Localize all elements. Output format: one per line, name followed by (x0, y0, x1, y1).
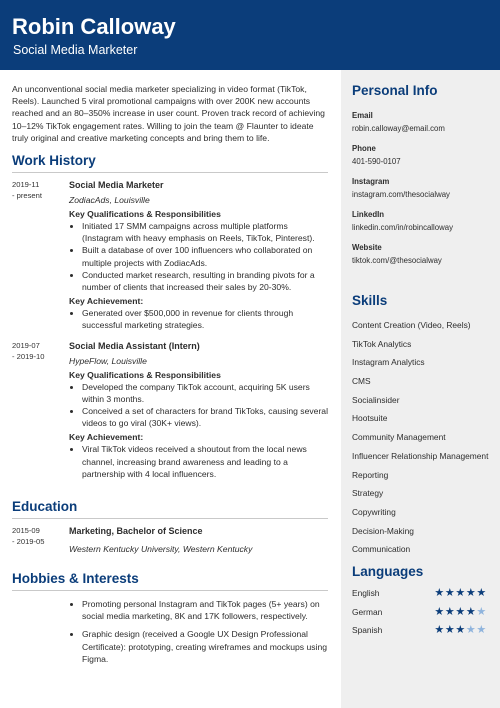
email-value[interactable]: robin.calloway@email.com (352, 124, 445, 133)
candidate-name: Robin Calloway (12, 14, 176, 39)
info-label: LinkedIn (352, 210, 385, 219)
skill-item: Instagram Analytics (352, 357, 425, 368)
skill-item: Influencer Relationship Management (352, 450, 489, 461)
star-icon: ★ (465, 624, 476, 637)
list-item: • Built a database of over 100 influencers who collaborated on multiple projects with ZodiacAds. (82, 244, 328, 268)
star-icon: ★ (444, 624, 455, 637)
achievement-heading: Key Achievement: (69, 432, 144, 443)
hobbies-heading: Hobbies & Interests (12, 571, 139, 587)
star-icon: ★ (444, 587, 455, 600)
job-entry (12, 179, 328, 332)
section-divider (12, 590, 328, 591)
star-icon: ★ (476, 587, 487, 600)
job-role: Social Media Assistant (Intern) (69, 340, 200, 351)
job-role: Social Media Marketer (69, 180, 164, 191)
qualifications-heading: Key Qualifications & Responsibilities (69, 369, 221, 380)
language-name: English (352, 588, 380, 599)
job-dates (12, 179, 64, 201)
language-row (352, 607, 492, 618)
info-instagram (352, 177, 492, 200)
info-label: Instagram (352, 177, 390, 186)
phone-value[interactable]: 401-590-0107 (352, 157, 401, 166)
job-dates (12, 340, 64, 362)
date-start: 2015-09 (12, 526, 40, 536)
language-row (352, 625, 492, 636)
info-label: Email (352, 111, 373, 120)
star-icon: ★ (455, 605, 466, 618)
star-icon: ★ (434, 624, 445, 637)
professional-summary: An unconventional social media marketer specializing in video format (TikTok, Reels). Launched 5 viral promotional campaigns with over 200K new accounts reached and an 80–350% increase in user count. Proven track record of achieving 10–12% TikTok engagement rates. Willing to join the team @ Flaunter to ideate truly original and creative marketing concepts and bring them to life. (12, 84, 325, 143)
info-label: Phone (352, 144, 376, 153)
achievements-list (69, 307, 328, 331)
job-company: HypeFlow, Louisville (69, 355, 147, 366)
skill-item: Hootsuite (352, 413, 388, 424)
instagram-link[interactable]: instagram.com/thesocialway (352, 190, 450, 199)
languages-heading: Languages (352, 564, 424, 580)
skill-item: Copywriting (352, 506, 396, 517)
language-name: German (352, 606, 383, 617)
info-linkedin (352, 210, 492, 233)
linkedin-link[interactable]: linkedin.com/in/robincalloway (352, 223, 453, 232)
info-email (352, 111, 492, 134)
candidate-title: Social Media Marketer (13, 43, 138, 57)
hobbies-list (69, 598, 328, 665)
star-icon: ★ (444, 605, 455, 618)
skill-item: TikTok Analytics (352, 338, 412, 349)
date-start: 2019-07 (12, 340, 40, 350)
achievement-heading: Key Achievement: (69, 296, 144, 307)
language-name: Spanish (352, 625, 383, 636)
sidebar (341, 70, 500, 708)
education-entry (12, 525, 328, 555)
skills-heading: Skills (352, 293, 388, 308)
job-company: ZodiacAds, Louisville (69, 195, 150, 206)
date-start: 2019-11 (12, 180, 40, 190)
list-item: • Conducted market research, resulting in branding pivots for a number of clients that increased their sales by 20-30%. (82, 269, 328, 293)
personal-info-heading: Personal Info (352, 83, 438, 98)
skill-item: Socialinsider (352, 394, 400, 405)
skill-item: Decision-Making (352, 525, 414, 536)
language-rating (434, 607, 487, 618)
main-column (12, 83, 328, 671)
skill-item: Strategy (352, 488, 384, 499)
qualifications-list (69, 220, 328, 293)
list-item: • Initiated 17 SMM campaigns across multiple platforms (Instagram with heavy emphasis on Reels, TikTok, Pinterest). (82, 220, 328, 244)
star-icon: ★ (476, 605, 487, 618)
skill-item: Reporting (352, 469, 389, 480)
header (0, 0, 500, 70)
star-icon: ★ (434, 605, 445, 618)
star-icon: ★ (455, 587, 466, 600)
date-end: - 2019-10 (12, 351, 45, 361)
website-link[interactable]: tiktok.com/@thesocialway (352, 256, 442, 265)
info-website (352, 243, 492, 266)
education-dates (12, 525, 64, 547)
work-history-heading: Work History (12, 153, 96, 169)
education-heading: Education (12, 499, 78, 515)
star-icon: ★ (476, 624, 487, 637)
list-item: • Promoting personal Instagram and TikTok pages (5+ years) on social media marketing, 8K and 17K followers, respectively. (82, 598, 328, 622)
list-item: • Viral TikTok videos received a shoutout from the local news channel, increasing brand awareness and leading to a partnership with 4 local influencers. (82, 443, 328, 480)
skill-item: Content Creation (Video, Reels) (352, 320, 471, 330)
star-icon: ★ (455, 624, 466, 637)
star-icon: ★ (465, 587, 476, 600)
language-row (352, 588, 492, 599)
section-divider (12, 172, 328, 173)
date-end: - present (12, 191, 42, 201)
list-item: • Generated over $500,000 in revenue for clients through successful marketing strategies. (82, 307, 328, 331)
star-icon: ★ (465, 605, 476, 618)
skill-item: Community Management (352, 432, 446, 443)
achievements-list (69, 443, 328, 480)
language-rating (434, 588, 487, 599)
qualifications-heading: Key Qualifications & Responsibilities (69, 209, 221, 220)
degree: Marketing, Bachelor of Science (69, 526, 203, 537)
qualifications-list (69, 381, 328, 430)
school: Western Kentucky University, Western Kentucky (69, 544, 253, 555)
date-end: - 2019-05 (12, 537, 45, 547)
job-entry (12, 340, 328, 480)
info-phone (352, 144, 492, 167)
section-divider (12, 518, 328, 519)
star-icon: ★ (434, 587, 445, 600)
skill-item: Communication (352, 544, 411, 555)
language-rating (434, 625, 487, 636)
info-label: Website (352, 243, 382, 252)
list-item: • Conceived a set of characters for brand TikToks, causing several videos to go viral (30K+ views). (82, 405, 328, 429)
list-item: • Graphic design (received a Google UX Design Professional Certificate): prototyping, creating wireframes and mockups using Figma. (82, 628, 328, 665)
skill-item: CMS (352, 376, 371, 387)
list-item: • Developed the company TikTok account, acquiring 5K users within 3 months. (82, 381, 328, 405)
